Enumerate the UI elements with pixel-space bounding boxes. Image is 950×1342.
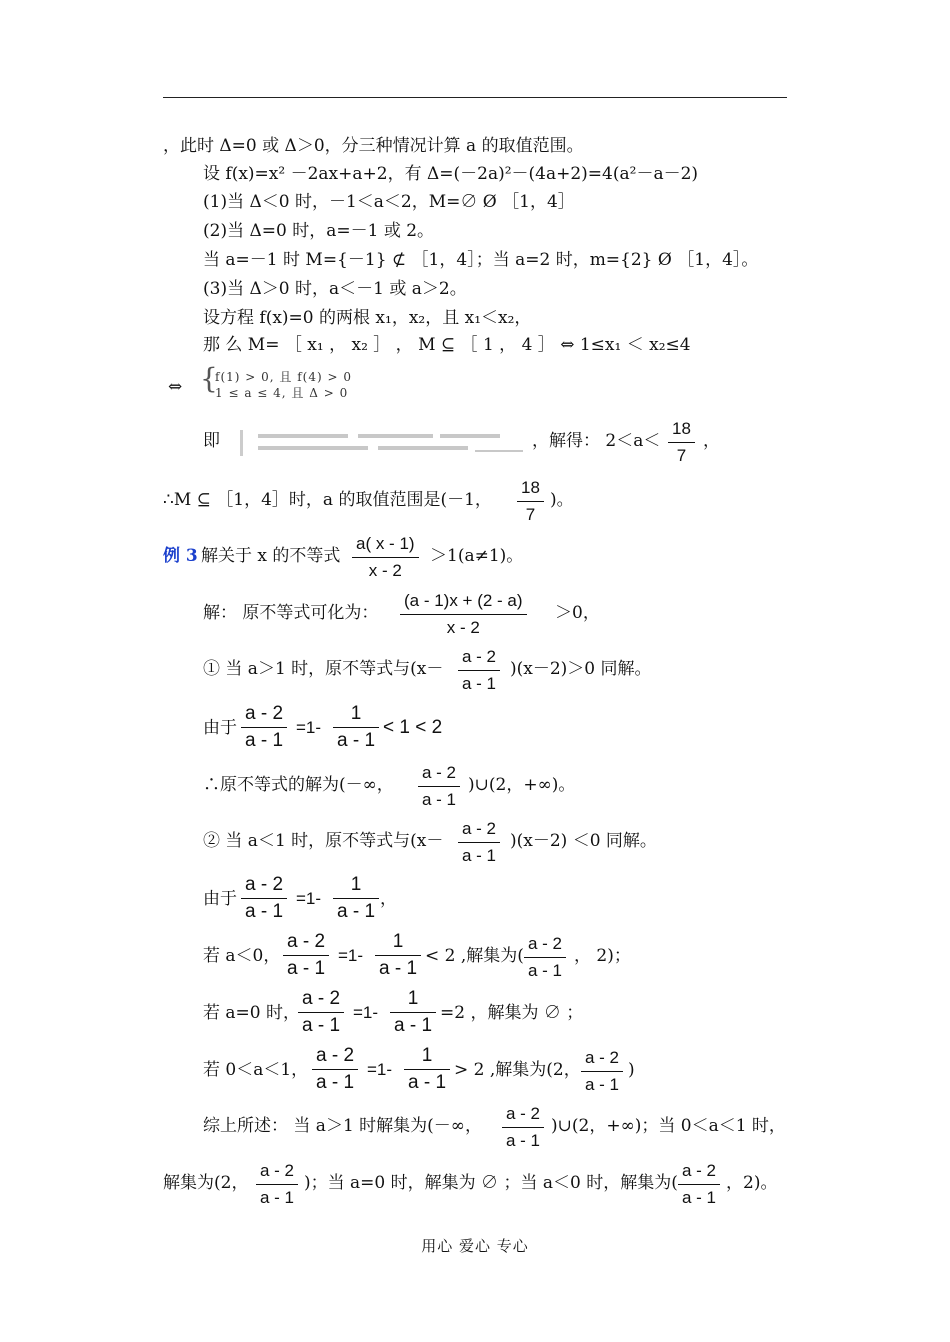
text-line: )。 — [550, 490, 574, 510]
text-line: ① 当 a＞1 时，原不等式与(x－ — [203, 659, 444, 679]
text-line: (2)当 Δ=0 时，a=－1 或 2。 — [203, 221, 435, 241]
equivalence-symbol: ⇔ — [168, 377, 183, 397]
text-line: 即 — [203, 431, 220, 451]
text-line: ∴原不等式的解为(－∞， — [203, 775, 394, 795]
fraction: 18 7 — [668, 418, 695, 467]
text-line: )(x－2) ＜0 同解。 — [510, 831, 657, 851]
text-line: 由于 — [203, 718, 237, 738]
text-line: =1- — [367, 1060, 393, 1079]
text-line: (1)当 Δ＜0 时，－1＜a＜2，M=∅ Ø ［1，4］ — [203, 192, 575, 212]
text-line: 解关于 x 的不等式 — [201, 546, 341, 566]
text-line: < 2 ,解集为( — [425, 946, 524, 966]
system-line: f(1) > 0, 且 f(4) > 0 — [215, 370, 352, 384]
fraction: (a - 1)x + (2 - a) x - 2 — [400, 590, 527, 639]
fraction: a - 2 a - 1 — [458, 646, 500, 695]
text-line: )∪(2，+∞)；当 0＜a＜1 时， — [551, 1116, 786, 1136]
text-line: =2 ，解集为 ∅ ； — [440, 1003, 584, 1023]
text-line: 由于 — [203, 889, 237, 909]
text-line: )∪(2，+∞)。 — [468, 775, 576, 795]
text-line: ② 当 a＜1 时，原不等式与(x－ — [203, 831, 444, 851]
fraction: a - 2 a - 1 — [241, 874, 287, 923]
blurred-formula-image — [240, 428, 525, 458]
fraction: a - 2 a - 1 — [312, 1045, 358, 1094]
fraction: a - 2 a - 1 — [678, 1160, 720, 1209]
fraction: a - 2 a - 1 — [418, 762, 460, 811]
fraction: 1 a - 1 — [333, 703, 379, 752]
text-line: =1- — [338, 946, 364, 965]
text-line: ，解得： 2＜a＜ — [532, 431, 661, 451]
fraction: a - 2 a - 1 — [581, 1047, 623, 1096]
fraction: a - 2 a - 1 — [241, 703, 287, 752]
example-label: 例 3 — [163, 546, 198, 566]
fraction: a - 2 a - 1 — [524, 933, 566, 982]
text-line: ＞1(a≠1)。 — [430, 546, 524, 566]
text-line: > 2 ,解集为(2， — [454, 1060, 581, 1080]
text-line: 那 么 M= ［ x₁ ， x₂ ］ ， M ⊆ ［ 1 ， 4 ］ ⇔ 1≤x₁ ＜ x₂≤4 — [203, 335, 691, 355]
text-line: ＞0， — [555, 603, 600, 623]
text-line: ， — [380, 889, 397, 909]
fraction: a - 2 a - 1 — [502, 1103, 544, 1152]
text-line: < 1 < 2 — [383, 717, 443, 738]
fraction: 18 7 — [517, 477, 544, 526]
text-line: )；当 a=0 时，解集为 ∅ ；当 a＜0 时，解集为( — [304, 1173, 678, 1193]
fraction: 1 a - 1 — [404, 1045, 450, 1094]
text-line: =1- — [353, 1003, 379, 1022]
fraction: 1 a - 1 — [333, 874, 379, 923]
text-line: 解集为(2， — [163, 1173, 249, 1193]
text-line: ， 2)； — [574, 946, 631, 966]
text-line: 当 a=－1 时 M={－1} ⊄ ［1，4］；当 a=2 时，m={2} Ø ［1，4］。 — [203, 250, 759, 270]
text-line: ，此时 Δ=0 或 Δ＞0，分三种情况计算 a 的取值范围。 — [163, 136, 584, 156]
fraction: 1 a - 1 — [375, 931, 421, 980]
text-line: 解： 原不等式可化为： — [203, 603, 379, 623]
text-line: ， — [703, 431, 720, 451]
text-line: =1- — [296, 889, 322, 908]
text-line: (3)当 Δ＞0 时，a＜－1 或 a＞2。 — [203, 279, 467, 299]
header-rule — [163, 97, 787, 98]
text-line: ，2)。 — [726, 1173, 778, 1193]
text-line: )(x－2)＞0 同解。 — [510, 659, 652, 679]
brace: { — [200, 362, 218, 395]
text-line: ∴M ⊆ ［1，4］时，a 的取值范围是(－1， — [163, 490, 492, 510]
fraction: a - 2 a - 1 — [458, 818, 500, 867]
fraction: a - 2 a - 1 — [256, 1160, 298, 1209]
text-line: 综上所述： 当 a＞1 时解集为(－∞， — [203, 1116, 482, 1136]
text-line: ) — [628, 1060, 635, 1080]
system-line: 1 ≤ a ≤ 4, 且 Δ > 0 — [215, 386, 349, 400]
text-line: =1- — [296, 718, 322, 737]
text-line: 若 0＜a＜1， — [203, 1060, 309, 1080]
text-line: 若 a=0 时， — [203, 1003, 301, 1023]
fraction: a - 2 a - 1 — [283, 931, 329, 980]
fraction: a - 2 a - 1 — [298, 988, 344, 1037]
text-line: 若 a＜0， — [203, 946, 281, 966]
page-footer: 用心 爱心 专心 — [421, 1237, 529, 1255]
fraction: a( x - 1) x - 2 — [352, 533, 419, 582]
text-line: 设 f(x)=x² －2ax+a+2，有 Δ=(－2a)²－(4a+2)=4(a²－a－2) — [203, 164, 699, 184]
fraction: 1 a - 1 — [390, 988, 436, 1037]
text-line: 设方程 f(x)=0 的两根 x₁，x₂，且 x₁＜x₂， — [203, 308, 532, 328]
